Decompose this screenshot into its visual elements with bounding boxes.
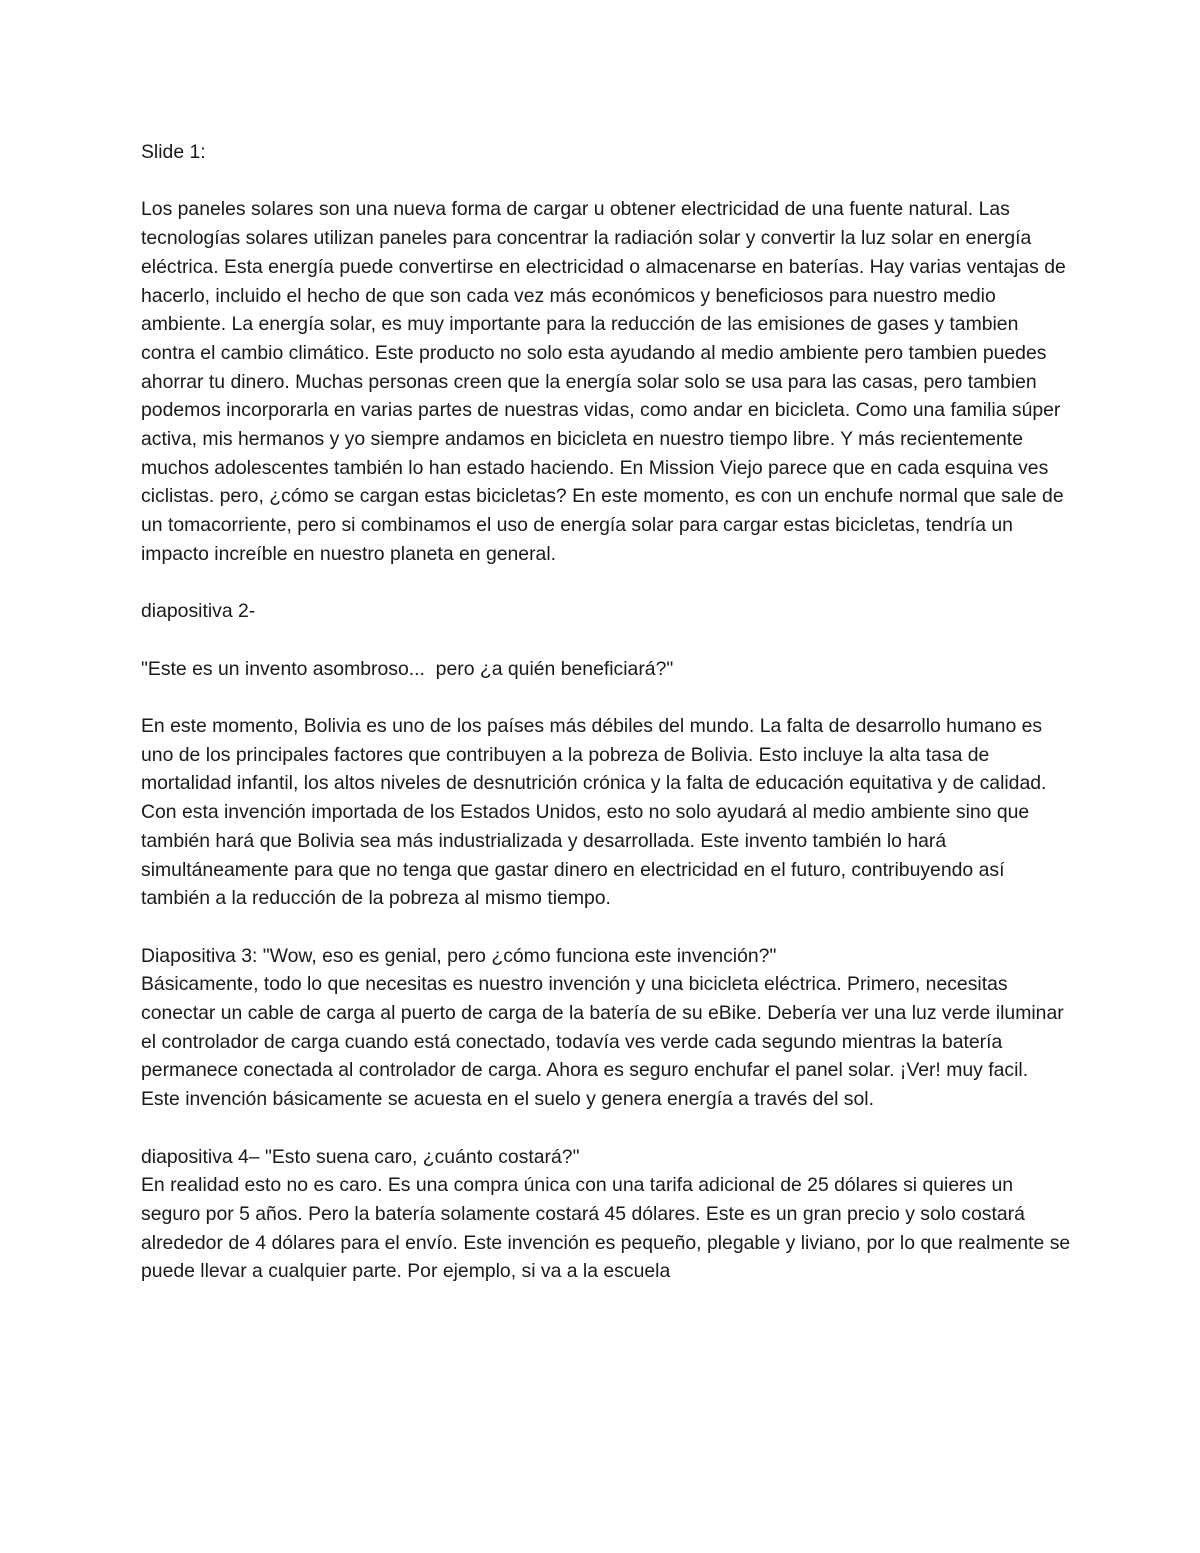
- slide4-paragraph: En realidad esto no es caro. Es una compra única con una tarifa adicional de 25 dólares si quieres un seguro por 5 años. Pero la batería solamente costará 45 dólares. Este es un gran precio y solo costará alrededor de 4 dólares para el envío. Este invención es pequeño, plegable y liviano, por lo que realmente se puede llevar a cualquier parte. Por ejemplo, si va a la escuela: [141, 1174, 1076, 1283]
- paragraph-spacer: [141, 913, 1071, 942]
- slide1-paragraph: Los paneles solares son una nueva forma de cargar u obtener electricidad de una fuente natural. Las tecnologías solares utilizan paneles para concentrar la radiación solar y convertir la luz solar en energía eléctrica. Esta energía puede convertirse en electricidad o almacenarse en baterías. Hay varias ventajas de hacerlo, incluido el hecho de que son cada vez más económicos y beneficiosos para nuestro medio ambiente. La energía solar, es muy importante para la reducción de las emisiones de gases y tambien contra el cambio climático. Este producto no solo esta ayudando al medio ambiente pero tambien puedes ahorrar tu dinero. Muchas personas creen que la energía solar solo se usa para las casas, pero tambien podemos incorporarla en varias partes de nuestras vidas, como andar en bicicleta. Como una familia súper activa, mis hermanos y yo siempre andamos en bicicleta en nuestro tiempo libre. Y más recientemente muchos adolescentes también lo han estado haciendo. En Mission Viejo parece que en cada esquina ves ciclistas. pero, ¿cómo se cargan estas bicicletas? En este momento, es con un enchufe normal que sale de un tomacorriente, pero si combinamos el uso de energía solar para cargar estas bicicletas, tendría un impacto increíble en nuestro planeta en general.: [141, 198, 1072, 565]
- paragraph-spacer: [141, 626, 1071, 655]
- slide2-heading: diapositiva 2-: [141, 600, 256, 623]
- paragraph-spacer: [141, 683, 1071, 712]
- slide2-quote: "Este es un invento asombroso... pero ¿a quién beneficiará?": [141, 657, 674, 680]
- document-body: [141, 138, 1076, 1286]
- slide1-heading: Slide 1:: [141, 141, 206, 163]
- slide2-paragraph: En este momento, Bolivia es uno de los países más débiles del mundo. La falta de desarrollo humano es uno de los principales factores que contribuyen a la pobreza de Bolivia. Esto incluye la alta tasa de mortalidad infantil, los altos niveles de desnutrición crónica y la falta de educación equitativa y de calidad. Con esta invención importada de los Estados Unidos, esto no solo ayudará al medio ambiente sino que también hará que Bolivia sea más industrializada y desarrollada. Este invento también lo hará simultáneamente para que no tenga que gastar dinero en electricidad en el futuro, contribuyendo así también a la reducción de la pobreza al mismo tiempo.: [141, 715, 1052, 910]
- paragraph-spacer: [141, 1114, 1071, 1143]
- paragraph-spacer: [141, 167, 1071, 196]
- slide3-heading: Diapositiva 3: "Wow, eso es genial, pero ¿cómo funciona este invención?": [141, 944, 777, 967]
- slide3-paragraph: Básicamente, todo lo que necesitas es nuestro invención y una bicicleta eléctrica. Primero, necesitas conectar un cable de carga al puerto de carga de la batería de su eBike. Debería ver una luz verde iluminar el controlador de carga cuando está conectado, todavía ves verde cada segundo mientras la batería permanece conectada al controlador de carga. Ahora es seguro enchufar el panel solar. ¡Ver! muy facil. Este invención básicamente se acuesta en el suelo y genera energía a través del sol.: [141, 973, 1070, 1111]
- paragraph-spacer: [141, 569, 1071, 598]
- slide4-heading: diapositiva 4– "Esto suena caro, ¿cuánto costará?": [141, 1145, 580, 1168]
